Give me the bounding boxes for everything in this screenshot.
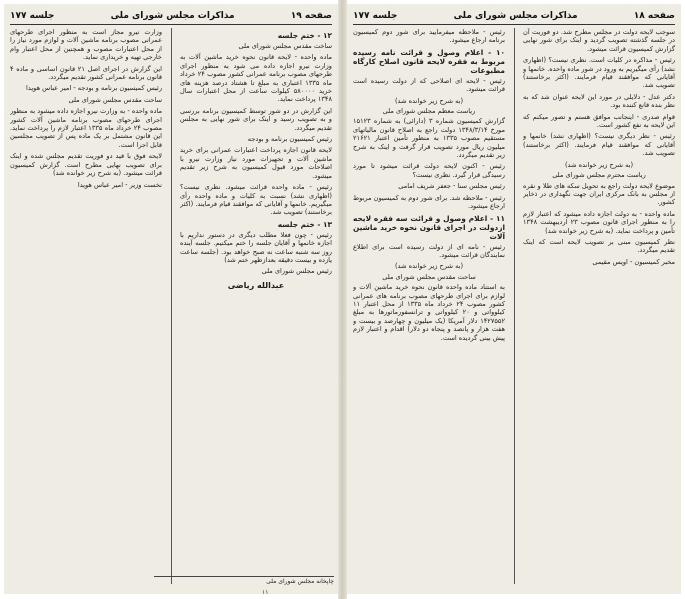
centered-note: (به شرح زیر خوانده شد) [564, 160, 634, 169]
paragraph: رئیس کمیسیون برنامه و بودجه [247, 135, 332, 144]
paragraph: لایحه قانون اجازه پرداخت اعتبارات عمرانی برای خرید ماشین آلات و تجهیزات مورد نیاز وزارت نیرو با اصلاحات مورد قبول کمیسیون به شرح زیر تقدیم میشود. [180, 146, 332, 180]
paragraph: قوام صدری - اینجانب موافق هستم و تصور میکنم که این لایحه به نفع کشور است. [523, 112, 675, 130]
paragraph: رئیس - نظر دیگری نیست؟ (اظهاری نشد) خانمها و آقایانی که موافقند قیام فرمایند. (اکثر برخاستند) تصویب شد. [523, 132, 675, 158]
left-page-title: مذاکرات مجلس شورای ملی [110, 11, 235, 21]
paragraph: رئیس - ملاحظه میفرمایید برای شور دوم کمیسیون برنامه ارجاع میشود. [353, 28, 505, 45]
centered-note: (به شرح زیر خوانده شد) [394, 262, 464, 271]
centered-note: ریاست محترم مجلس شورای ملی [552, 171, 646, 180]
paragraph: رئیس - نامه ای از دولت رسیده است برای اطلاع نمایندگان قرائت میشود. [353, 242, 505, 259]
paragraph: مخبر کمیسیون - اویس مقیمی [592, 257, 675, 266]
paragraph: این گزارش در اجرای اصل ۲۱ قانون اساسی و ماده ۴ قانون برنامه عمرانی کشور تقدیم میگردد. [10, 64, 162, 82]
left-page-number: صفحه ۱۹ [290, 11, 332, 21]
book-gutter [338, 0, 347, 599]
printer-footnote: چاپخانه مجلس شورای ملی [154, 576, 334, 585]
section-heading: ۱۰ - اعلام وصول و قرائت نامه رسیده مربوط به فقره لایحه قانون اصلاح کارگاه مطبوعات [353, 47, 505, 75]
paragraph: رئیس کمیسیون برنامه و بودجه - امیر عباس هویدا [26, 84, 162, 93]
paragraph: ساخت مقدس مجلس شورای ملی [238, 42, 332, 50]
left-page [4, 4, 338, 594]
paragraph: رئیس مجلس شورای ملی [261, 267, 332, 276]
paragraph: دکتر عدل - دلایلی در مورد این لایحه عنوان شد که به نظر بنده قانع کننده بود. [523, 92, 675, 110]
right-page-title: مذاکرات مجلس شورای ملی [453, 11, 578, 21]
right-page [347, 4, 681, 594]
paragraph: به استناد ماده واحده قانون نحوه خرید ماشین آلات و لوازم برای اجرای طرحهای مصوب برنامه های عمرانی کشور مصوب ۲۴ خرداد ماه ۱۳۳۵ از محل اعتبار ۱۱ کیلوواتی و ۲۰ کیلوواتی و ترانسفورماتورها به مبلغ ۱۴۲۷۵۵۲ دلار آمریکا (یک میلیون و چهارصد و بیست و هفت هزار و پانصد و پنجاه دو دلار) اقدام و اعتبار لازم پیش بینی گردیده است. [353, 283, 505, 342]
paragraph: این گزارش در دو شور توسط کمیسیون برنامه بررسی و به تصویب رسید و اینک برای شور نهایی به مجلس تقدیم میگردد. [180, 106, 332, 132]
paragraph: رئیس - لایحه ای اصلاحی که از دولت رسیده است قرائت میشود. [353, 76, 505, 94]
right-page-number: صفحه ۱۸ [633, 11, 675, 21]
paragraph: سوجب لایحه دولت در مجلس مطرح شد. دو فوریت آن در جلسه گذشته تصویب گردید و اینک برای شور نهایی گزارش کمیسیون قرائت میشود. [523, 28, 675, 53]
section-heading: ۱۳ - ختم جلسه [277, 219, 332, 229]
centered-note: (به شرح زیر خوانده شد) [394, 96, 464, 105]
centered-note: ریاست معظم مجلس شورای ملی [382, 107, 476, 116]
paragraph: ماده واحده - لایحه قانون نحوه خرید ماشین آلات به وزارت نیرو اجازه داده می شود به منظور اجرای طرحهای مصوب برنامه عمرانی کشور مصوب ۲۴ خرداد ماه ۱۳۳۵ اعتباری به مبلغ تا هشتاد درصد هزینه های خرید ۵۸۰۰۰۰ کیلوات ساعت از محل اعتبارات سال ۱۳۴۸ پرداخت نماید. [180, 53, 332, 104]
left-page-column-left [10, 28, 162, 586]
paragraph: ساحت مقدس مجلس شورای ملی [68, 95, 162, 104]
paragraph: رئیس - اکنون لایحه دولت قرائت میشود تا مورد رسیدگی قرار گیرد. نظری نیست؟ [353, 162, 505, 179]
paragraph: گزارش کمیسیون شماره ۳ (دارائی) به شماره ۱۵۱۲۳ مورخ ۱۳۴۸/۳/۱۴ دولت راجع به اصلاح قانون مالیاتهای مستقیم مصوب ۱۳۳۵ به منظور تأمین اعتبار ۲۱۶۲۱ میلیون ریال مورد تصویب قرار گرفت و اینک به شرح زیر تقدیم میگردد. [353, 117, 505, 160]
left-column-divider [171, 28, 172, 584]
left-page-session: جلسه ۱۷۷ [10, 11, 55, 21]
right-column-divider [514, 28, 515, 584]
speaker-signature: عبدالله ریاضی [227, 280, 285, 290]
paragraph: رئیس - مذاکره در کلیات است. نظری نیست؟ (اظهاری نشد) رأی میگیریم به ورود در شور ماده واحده. خانمها و آقایانی که موافقند قیام فرمایند. (اکثر برخاستند) تصویب شد. [523, 56, 675, 90]
right-col1-body [523, 28, 675, 266]
bottom-page-number: ۱۱ [262, 589, 269, 594]
paragraph: نخست وزیر - امیر عباس هویدا [77, 180, 162, 189]
paragraph: رئیس مجلس سنا - جعفر شریف امامی [398, 182, 505, 191]
paragraph: رئیس - ملاحظه شد. برای شور دوم به کمیسیون مربوط ارجاع میشود. [353, 193, 505, 211]
paragraph: رئیس - ماده واحده قرائت میشود. نظری نیست؟ (اظهاری نشد) نسبت به کلیات و ماده واحده رأی میگیریم. خانمها و آقایانی که موافقند قیام فرمایند. (اکثر برخاستند) تصویب شد. [180, 183, 332, 217]
left-page-column-right [180, 28, 332, 586]
right-page-column-right [523, 28, 675, 586]
left-col2-body [10, 28, 162, 189]
paragraph: رئیس - چون فعلا مطلب دیگری در دستور نداریم با اجازه خانمها و آقایان جلسه را ختم میکنیم. جلسه آینده روز سه شنبه ساعت نه صبح خواهد بود. (جلسه ساعت یازده و بیست دقیقه بعدازظهر ختم شد) [180, 230, 332, 264]
left-col1-body [180, 31, 332, 276]
right-page-session: جلسه ۱۷۷ [353, 11, 398, 21]
paragraph: موضوع لایحه دولت راجع به تحویل سکه های طلا و نقره از مجلس به بانک مرکزی ایران جهت نگهداری در ذخایر کشور. [523, 181, 675, 207]
right-col2-body [353, 28, 505, 342]
section-heading: ۱۱ - اعلام وصول و قرائت سه فقره لایحه ازدولت در اجرای قانون نحوه خرید ماشین آلات [353, 213, 505, 241]
right-page-column-left [353, 28, 505, 586]
paragraph: ماده واحده - به دولت اجازه داده میشود که اعتبار لازم را به منظور اجرای قانون مصوب ۲۳ اردیبهشت ۱۳۴۸ تأمین و پرداخت نماید. (به شرح زیر خوانده شد) [523, 209, 675, 235]
paragraph: ماده واحده - به وزارت نیرو اجازه داده میشود به منظور اجرای طرحهای مصوب برنامه ماشین آلات کشور مصوب ۲۴ خرداد ماه ۱۳۳۵ اعتبار لازم را پرداخت نماید. این قانون مشتمل بر یک ماده پس از تصویب مجلسین قابل اجرا است. [10, 107, 162, 149]
centered-note: ساحت مقدس مجلس شورای ملی [382, 272, 476, 281]
paragraph: نظر کمیسیون مبنی بر تصویب لایحه است که اینک تقدیم میگردد. [523, 237, 675, 255]
left-page-header [10, 8, 332, 25]
paragraph: لایحه فوق با قید دو فوریت تقدیم مجلس شده و اینک برای تصویب نهایی مطرح است. گزارش کمیسیون قرائت میشود. (به شرح زیر خوانده شد) [10, 152, 162, 178]
paragraph: وزارت نیرو مجاز است به منظور اجرای طرحهای عمرانی مصوب برنامه ماشین آلات و لوازم مورد نیاز را از محل اعتبارات مصوب و همچنین از محل اعتبار وام خارجی تهیه و خریداری نماید. [10, 28, 162, 62]
right-page-header [353, 8, 675, 25]
section-heading: ۱۲ - ختم جلسه [277, 31, 332, 40]
